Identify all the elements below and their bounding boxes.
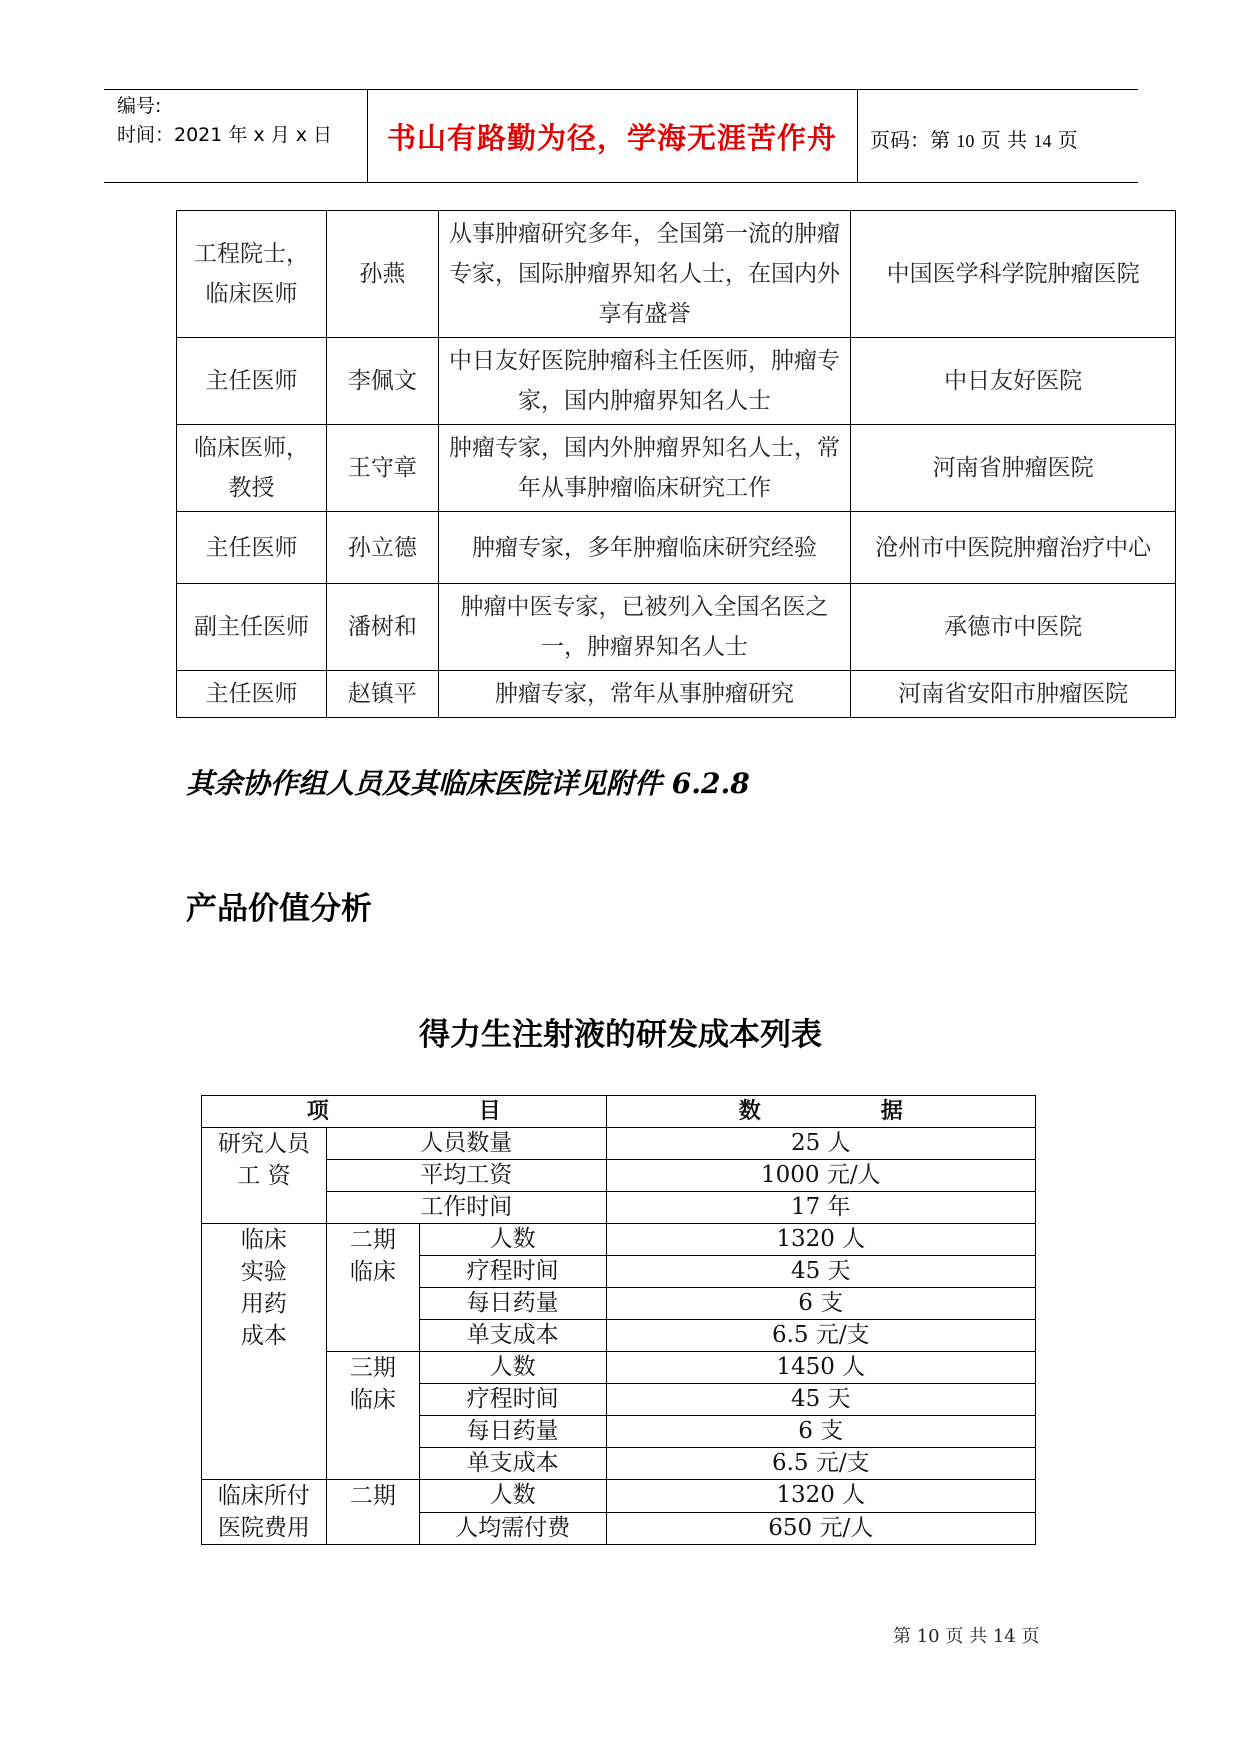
doc-number-label: 编号: [117, 95, 162, 117]
group-fee-line: 医院费用 [217, 1515, 310, 1541]
table-row [202, 1352, 1036, 1384]
expert-title: 主任医师 [177, 512, 327, 584]
footer-prefix: 第 [893, 1626, 917, 1647]
row-label: 平均工资 [326, 1160, 606, 1192]
expert-title: 主任医师 [177, 338, 327, 425]
row-value: 6 支 [606, 1416, 1035, 1448]
row-value: 1320 人 [606, 1224, 1035, 1256]
expert-hospital: 中日友好医院 [851, 338, 1176, 425]
row-label: 单支成本 [419, 1448, 606, 1480]
footer-page-number [893, 1622, 1039, 1648]
expert-table [176, 210, 1176, 718]
doc-date: 时间：2021 年 x 月 x 日 [117, 124, 333, 146]
expert-hospital: 承德市中医院 [851, 584, 1176, 671]
expert-name: 孙燕 [326, 211, 438, 338]
group-trial [202, 1224, 327, 1480]
expert-description: 肿瘤专家，多年肿瘤临床研究经验 [438, 512, 851, 584]
row-value: 6 支 [606, 1288, 1035, 1320]
appendix-note: 其余协作组人员及其临床医院详见附件 6.2.8 [186, 767, 750, 800]
header-divider [857, 89, 858, 182]
expert-row [177, 425, 1176, 512]
section-title: 产品价值分析 [186, 891, 372, 927]
page-prefix: 页码：第 [870, 128, 957, 152]
footer-current: 10 [916, 1626, 940, 1647]
cost-table [201, 1095, 1036, 1545]
row-label: 人员数量 [326, 1128, 606, 1160]
phase-line: 临床 [349, 1259, 396, 1285]
header-top-rule [104, 89, 1138, 90]
row-value: 1450 人 [606, 1352, 1035, 1384]
group-trial-line: 实验 [240, 1259, 287, 1285]
expert-name: 孙立德 [326, 512, 438, 584]
page-current: 10 [956, 131, 975, 151]
group-staff-line: 研究人员 [217, 1131, 310, 1157]
footer-total: 14 [992, 1626, 1016, 1647]
row-label: 人数 [419, 1352, 606, 1384]
phase2-label [326, 1224, 419, 1352]
expert-title: 工程院士，临床医师 [177, 211, 327, 338]
row-value: 1320 人 [606, 1480, 1035, 1513]
page-mid: 页 共 [974, 128, 1034, 152]
cost-table-title: 得力生注射液的研发成本列表 [419, 1017, 822, 1053]
expert-description: 中日友好医院肿瘤科主任医师，肿瘤专家，国内肿瘤界知名人士 [438, 338, 851, 425]
row-label: 每日药量 [419, 1288, 606, 1320]
group-hospital-fee [202, 1480, 327, 1545]
header-item [202, 1096, 607, 1128]
table-row [202, 1224, 1036, 1256]
group-staff [202, 1128, 327, 1224]
row-value: 45 天 [606, 1256, 1035, 1288]
row-value: 45 天 [606, 1384, 1035, 1416]
table-row [202, 1160, 1036, 1192]
expert-title: 副主任医师 [177, 584, 327, 671]
expert-name: 赵镇平 [326, 671, 438, 718]
row-label: 人均需付费 [419, 1512, 606, 1545]
expert-description: 从事肿瘤研究多年，全国第一流的肿瘤专家，国际肿瘤界知名人士，在国内外享有盛誉 [438, 211, 851, 338]
expert-row [177, 338, 1176, 425]
expert-title: 主任医师 [177, 671, 327, 718]
table-row [202, 1128, 1036, 1160]
header-motto: 书山有路勤为径，学海无涯苦作舟 [386, 121, 837, 155]
row-label: 人数 [419, 1480, 606, 1513]
table-row [202, 1192, 1036, 1224]
header-data [606, 1096, 1035, 1128]
expert-row [177, 584, 1176, 671]
expert-row [177, 512, 1176, 584]
header-data-a: 数 [738, 1099, 761, 1124]
phase-line: 三期 [349, 1355, 396, 1381]
header-item-b: 目 [478, 1099, 501, 1124]
header-bottom-rule [104, 182, 1138, 183]
expert-row [177, 671, 1176, 718]
row-label: 每日药量 [419, 1416, 606, 1448]
cost-header-row [202, 1096, 1036, 1128]
phase3-label [326, 1352, 419, 1480]
footer-mid: 页 共 [939, 1626, 993, 1647]
expert-description: 肿瘤中医专家，已被列入全国名医之一，肿瘤界知名人士 [438, 584, 851, 671]
phase-line: 临床 [349, 1387, 396, 1413]
row-label: 单支成本 [419, 1320, 606, 1352]
group-trial-line: 成本 [240, 1323, 287, 1349]
row-label: 疗程时间 [419, 1256, 606, 1288]
page-suffix: 页 [1051, 128, 1078, 152]
row-label: 疗程时间 [419, 1384, 606, 1416]
row-value: 17 年 [606, 1192, 1035, 1224]
group-staff-line: 工 资 [237, 1163, 291, 1189]
expert-hospital: 中国医学科学院肿瘤医院 [851, 211, 1176, 338]
page-total: 14 [1033, 131, 1052, 151]
expert-name: 李佩文 [326, 338, 438, 425]
expert-name: 潘树和 [326, 584, 438, 671]
header-page-number [870, 124, 1078, 153]
row-value: 25 人 [606, 1128, 1035, 1160]
expert-hospital: 沧州市中医院肿瘤治疗中心 [851, 512, 1176, 584]
row-value: 6.5 元/支 [606, 1320, 1035, 1352]
footer-suffix: 页 [1015, 1626, 1040, 1647]
row-value: 1000 元/人 [606, 1160, 1035, 1192]
row-label: 工作时间 [326, 1192, 606, 1224]
row-value: 6.5 元/支 [606, 1448, 1035, 1480]
row-label: 人数 [419, 1224, 606, 1256]
expert-description: 肿瘤专家，国内外肿瘤界知名人士，常年从事肿瘤临床研究工作 [438, 425, 851, 512]
table-row [202, 1480, 1036, 1513]
row-value: 650 元/人 [606, 1512, 1035, 1545]
group-trial-line: 用药 [240, 1291, 287, 1317]
expert-description: 肿瘤专家，常年从事肿瘤研究 [438, 671, 851, 718]
phase-line: 二期 [349, 1227, 396, 1253]
expert-name: 王守章 [326, 425, 438, 512]
group-trial-line: 临床 [240, 1227, 287, 1253]
fee-phase-label: 二期 [326, 1480, 419, 1545]
header-data-b: 据 [880, 1099, 903, 1124]
expert-hospital: 河南省安阳市肿瘤医院 [851, 671, 1176, 718]
expert-row [177, 211, 1176, 338]
expert-title: 临床医师，教授 [177, 425, 327, 512]
header-item-a: 项 [306, 1099, 329, 1124]
group-fee-line: 临床所付 [217, 1483, 310, 1509]
expert-hospital: 河南省肿瘤医院 [851, 425, 1176, 512]
header-meta [117, 92, 332, 150]
